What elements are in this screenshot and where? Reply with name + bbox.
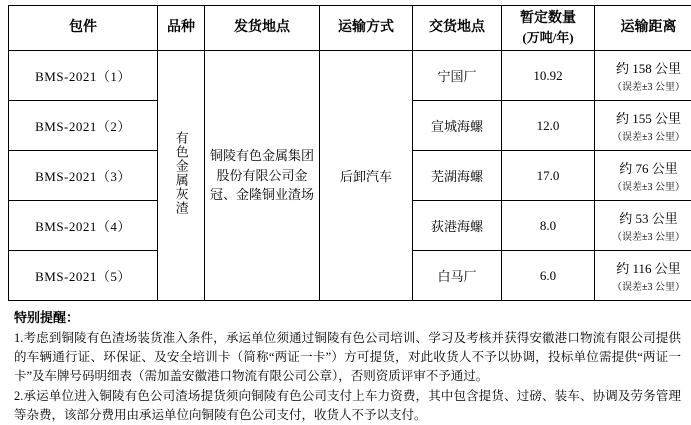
cell-distance bbox=[595, 151, 691, 201]
distance-tolerance: （误差±3 公里） bbox=[596, 128, 691, 143]
cell-distance bbox=[595, 251, 691, 301]
special-notes bbox=[14, 308, 681, 425]
cell-destination: 宣城海螺 bbox=[413, 101, 502, 151]
cell-package: BMS-2021（4） bbox=[9, 201, 158, 251]
bid-package-table bbox=[8, 5, 691, 301]
notes-title: 特别提醒： bbox=[14, 308, 681, 328]
cell-quantity: 6.0 bbox=[502, 251, 595, 301]
distance-main: 约 76 公里 bbox=[596, 158, 691, 177]
distance-tolerance: （误差±3 公里） bbox=[596, 78, 691, 93]
column-header-distance: 运输距离 bbox=[595, 6, 691, 51]
table-header-row bbox=[9, 6, 691, 51]
cell-package: BMS-2021（2） bbox=[9, 101, 158, 151]
cell-quantity: 8.0 bbox=[502, 201, 595, 251]
column-header-transport: 运输方式 bbox=[320, 6, 413, 51]
column-header-quantity bbox=[502, 6, 595, 51]
note-item-1: 1.考虑到铜陵有色渣场装货准入条件，承运单位须通过铜陵有色公司培训、学习及考核并获得安徽港口物流有限公司提供的车辆通行证、环保证、及安全培训卡（简称“两证一卡”）方可提货，对此收货人不予以协调，投标单位需提供“两证一卡”及车牌号码明细表（需加盖安徽港口物流有限公司公章），否则资质评审不予通过。 bbox=[14, 329, 681, 386]
distance-tolerance: （误差±3 公里） bbox=[596, 178, 691, 193]
table-header bbox=[9, 6, 691, 51]
note-item-2: 2.承运单位进入铜陵有色公司渣场提货须向铜陵有色公司支付上车力资费，其中包含提货、过磅、装车、协调及劳务管理等杂费，该部分费用由承运单位向铜陵有色公司支付，收货人不予以支付。 bbox=[14, 387, 681, 425]
table-body bbox=[9, 51, 691, 301]
column-header-variety: 品种 bbox=[158, 6, 205, 51]
cell-distance bbox=[595, 201, 691, 251]
distance-main: 约 158 公里 bbox=[596, 58, 691, 77]
cell-destination: 荻港海螺 bbox=[413, 201, 502, 251]
distance-main: 约 116 公里 bbox=[596, 258, 691, 277]
cell-quantity: 17.0 bbox=[502, 151, 595, 201]
cell-distance bbox=[595, 101, 691, 151]
cell-package: BMS-2021（1） bbox=[9, 51, 158, 101]
column-header-package: 包件 bbox=[9, 6, 158, 51]
distance-main: 约 53 公里 bbox=[596, 208, 691, 227]
column-header-destination: 交货地点 bbox=[413, 6, 502, 51]
distance-main: 约 155 公里 bbox=[596, 108, 691, 127]
table-row bbox=[9, 51, 691, 101]
cell-quantity: 10.92 bbox=[502, 51, 595, 101]
distance-tolerance: （误差±3 公里） bbox=[596, 278, 691, 293]
cell-destination: 宁国厂 bbox=[413, 51, 502, 101]
distance-tolerance: （误差±3 公里） bbox=[596, 228, 691, 243]
cell-origin-merged: 铜陵有色金属集团股份有限公司金冠、金隆铜业渣场 bbox=[205, 51, 320, 301]
cell-destination: 白马厂 bbox=[413, 251, 502, 301]
column-header-origin: 发货地点 bbox=[205, 6, 320, 51]
cell-package: BMS-2021（3） bbox=[9, 151, 158, 201]
column-header-quantity-line2: (万吨/年) bbox=[503, 29, 593, 47]
cell-distance bbox=[595, 51, 691, 101]
variety-text: 有色金属灰渣 bbox=[172, 131, 190, 215]
cell-quantity: 12.0 bbox=[502, 101, 595, 151]
cell-variety-merged bbox=[158, 51, 205, 301]
cell-transport-merged: 后卸汽车 bbox=[320, 51, 413, 301]
column-header-quantity-line1: 暂定数量 bbox=[503, 10, 593, 29]
cell-package: BMS-2021（5） bbox=[9, 251, 158, 301]
cell-destination: 芜湖海螺 bbox=[413, 151, 502, 201]
